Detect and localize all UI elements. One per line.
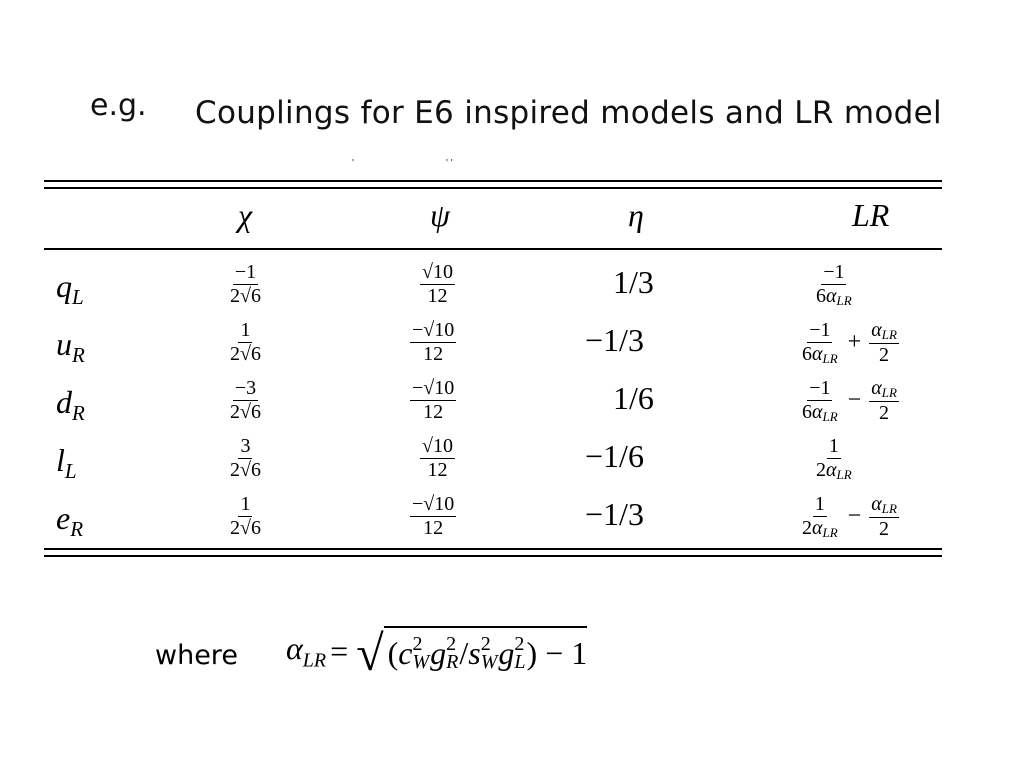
cell-eta: 1/3 <box>613 264 654 300</box>
fraction-psi: $\frac{√10}{12}$ <box>422 261 453 307</box>
slide-title: Couplings for E6 inspired models and LR model <box>195 95 942 131</box>
cell-psi <box>420 262 455 307</box>
row-label-uR: $u_R$ <box>56 326 85 367</box>
alpha-lr-formula <box>286 625 588 681</box>
cell-psi <box>410 494 456 539</box>
cell-psi <box>410 320 456 365</box>
sqrt-expression <box>356 625 588 681</box>
fraction-lr: $\frac{\alpha_{LR}}{2}$ <box>871 319 897 366</box>
column-header-lr: LR <box>852 197 890 233</box>
column-header-eta: η <box>628 197 644 233</box>
cell-chi <box>228 320 263 365</box>
specks: ' ' <box>446 158 453 169</box>
column-header-chi: χ <box>238 197 253 233</box>
fraction-lr: $\frac{1}{2\alpha_{LR}}$ <box>816 435 852 482</box>
table-top-rule <box>44 180 942 182</box>
cell-eta: −1/3 <box>585 322 644 358</box>
fraction-psi: $\frac{-√10}{12}$ <box>412 377 455 423</box>
operator: − <box>847 387 862 414</box>
cell-lr <box>814 262 854 308</box>
cell-chi <box>228 494 263 539</box>
cell-lr <box>814 436 854 482</box>
cell-psi <box>420 436 455 481</box>
fraction-lr: $\frac{-1}{6\alpha_{LR}}$ <box>816 261 852 308</box>
fraction-psi: $\frac{-√10}{12}$ <box>412 493 455 539</box>
fraction-chi: $\frac{-1}{2√6}$ <box>230 261 261 307</box>
fraction-psi: $\frac{-√10}{12}$ <box>412 319 455 365</box>
cell-psi <box>410 378 456 423</box>
operator: − <box>847 503 862 530</box>
where-label: where <box>155 640 238 671</box>
row-label-lL: $l_L$ <box>56 442 77 483</box>
cell-chi <box>228 378 263 423</box>
fraction-lr: $\frac{-1}{6\alpha_{LR}}$ <box>802 377 838 424</box>
radicand: ( c 2 W g 2 R / s 2 W g 2 L ) − 1 <box>384 626 588 676</box>
specks: ' <box>352 158 354 169</box>
fraction-chi: $\frac{1}{2√6}$ <box>230 319 261 365</box>
row-label-qL: $q_L$ <box>56 268 84 309</box>
cell-lr <box>800 320 899 366</box>
table-bottom-rule <box>44 555 942 557</box>
table-bottom-rule <box>44 548 942 550</box>
sqrt-icon: √ <box>356 625 384 681</box>
table-header-rule <box>44 248 942 250</box>
formula-tail: ) − 1 <box>526 634 588 671</box>
formula-equals: = <box>330 632 349 669</box>
cell-eta: −1/6 <box>585 438 644 474</box>
cell-eta: −1/3 <box>585 496 644 532</box>
operator: + <box>847 329 862 356</box>
fraction-chi: $\frac{-3}{2√6}$ <box>230 377 261 423</box>
formula-lhs: $\alpha_{LR}$ <box>286 629 327 672</box>
fraction-lr: $\frac{\alpha_{LR}}{2}$ <box>871 493 897 540</box>
cell-chi <box>228 262 263 307</box>
row-label-eR: $e_R$ <box>56 500 84 541</box>
fraction-lr: $\frac{-1}{6\alpha_{LR}}$ <box>802 319 838 366</box>
cell-lr <box>800 494 899 540</box>
fraction-lr: $\frac{\alpha_{LR}}{2}$ <box>871 377 897 424</box>
fraction-lr: $\frac{1}{2\alpha_{LR}}$ <box>802 493 838 540</box>
fraction-chi: $\frac{1}{2√6}$ <box>230 493 261 539</box>
column-header-psi: ψ <box>430 197 450 233</box>
slide-label: e.g. <box>90 88 147 123</box>
row-label-dR: $d_R$ <box>56 384 85 425</box>
fraction-chi: $\frac{3}{2√6}$ <box>230 435 261 481</box>
cell-chi <box>228 436 263 481</box>
table-top-rule <box>44 187 942 189</box>
cell-eta: 1/6 <box>613 380 654 416</box>
fraction-psi: $\frac{√10}{12}$ <box>422 435 453 481</box>
cell-lr <box>800 378 899 424</box>
